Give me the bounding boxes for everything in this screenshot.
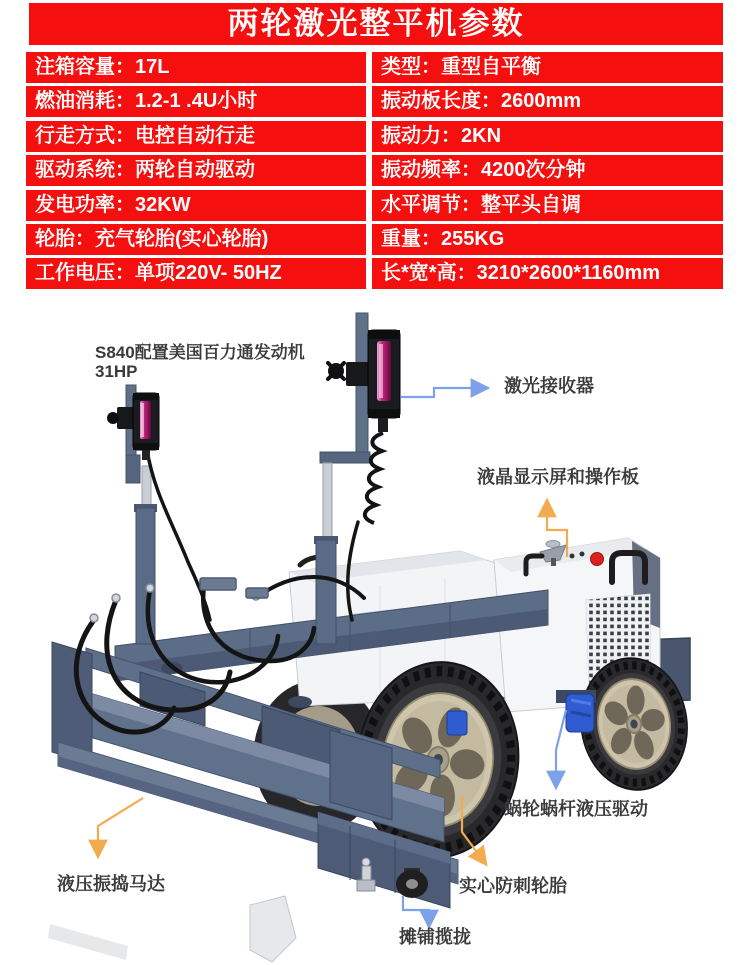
spec-row: 振动力：2KN [372, 121, 723, 152]
spec-row: 工作电压：单项220V- 50HZ [26, 258, 366, 289]
spec-row: 长*宽*高：3210*2600*1160mm [372, 258, 723, 289]
callout-lcd-panel: 液晶显示屏和操作板 [477, 467, 639, 487]
laser-receiver-left [107, 393, 159, 460]
blade-end-strip [48, 924, 128, 960]
arrow-laser-receiver [401, 388, 486, 397]
callout-paving-auger: 摊铺揽拢 [399, 927, 471, 947]
deflector-plate [250, 896, 296, 962]
spec-row: 发电功率：32KW [26, 190, 366, 221]
page-title: 两轮激光整平机参数 [29, 3, 723, 45]
spec-row: 驱动系统：两轮自动驱动 [26, 155, 366, 186]
callout-solid-tire: 实心防刺轮胎 [459, 876, 567, 896]
callout-vibration-motor: 液压振捣马达 [57, 874, 165, 894]
callout-worm-drive: 蜗轮蜗杆液压驱动 [504, 799, 648, 819]
arrow-vibration-motor [98, 798, 143, 855]
spec-row: 行走方式：电控自动行走 [26, 121, 366, 152]
callout-laser-receiver: 激光接收器 [504, 376, 594, 396]
spec-row: 振动频率：4200次分钟 [372, 155, 723, 186]
emergency-stop-button [591, 553, 604, 566]
hose-fittings [90, 578, 268, 622]
spec-row: 振动板长度：2600mm [372, 86, 723, 117]
spec-row: 轮胎：充气轮胎(实心轮胎) [26, 224, 366, 255]
arrow-worm-drive [556, 710, 566, 786]
engine-note [95, 343, 305, 381]
spec-row: 水平调节：整平头自调 [372, 190, 723, 221]
spec-row: 重量：255KG [372, 224, 723, 255]
hub-hydraulic-unit [447, 711, 467, 735]
engine-note-line2: 31HP [95, 362, 138, 381]
spec-row: 注箱容量：17L [26, 52, 366, 83]
spec-row: 类型：重型自平衡 [372, 52, 723, 83]
engine-note-line1: S840配置美国百力通发动机 [95, 343, 305, 362]
spec-row: 燃油消耗：1.2-1 .4U小时 [26, 86, 366, 117]
